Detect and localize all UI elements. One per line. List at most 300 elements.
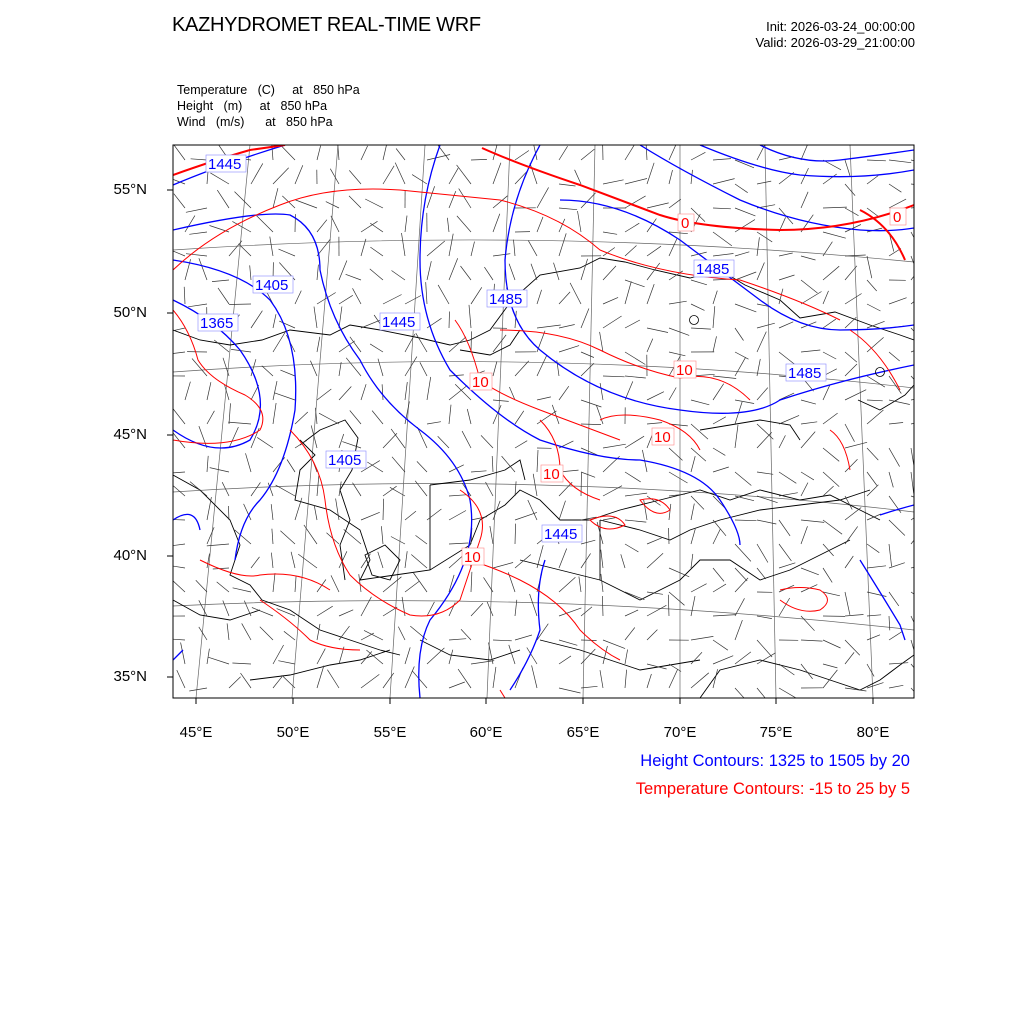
wind-barb: [559, 184, 576, 186]
wind-barb: [889, 199, 906, 208]
wind-barb: [284, 631, 295, 640]
wind-barb: [185, 216, 195, 232]
wind-barb: [427, 377, 431, 400]
wind-barb: [405, 511, 416, 520]
wind-barb: [241, 673, 252, 688]
wind-barb: [279, 249, 296, 256]
temperature-label: 0: [893, 209, 902, 226]
wind-barb: [867, 304, 881, 311]
wind-barb: [405, 334, 415, 352]
wind-barb: [625, 544, 638, 552]
wind-barb: [911, 292, 926, 304]
wind-barb: [493, 640, 512, 641]
wind-barb: [647, 538, 662, 544]
wind-barb: [735, 184, 748, 193]
wind-barb: [801, 664, 813, 679]
wind-barb: [779, 322, 793, 328]
wind-barb: [462, 431, 471, 448]
temperature-label: 10: [543, 466, 560, 483]
wind-barb: [603, 297, 618, 304]
wind-barb: [196, 580, 207, 592]
wind-barb: [481, 435, 493, 448]
wind-barb: [514, 240, 516, 256]
wind-barb: [625, 223, 639, 232]
wind-barb: [889, 685, 903, 688]
wind-barb: [342, 442, 361, 448]
wind-barb: [867, 337, 884, 352]
wind-barb: [735, 472, 751, 486]
wind-barb: [427, 602, 434, 616]
wind-barb: [344, 529, 361, 544]
wind-barb: [625, 436, 644, 448]
wind-barb: [515, 361, 529, 376]
wind-barb: [603, 517, 617, 520]
wind-barb: [867, 280, 877, 291]
wind-barb: [427, 261, 431, 280]
wind-barb: [279, 321, 295, 328]
wind-barb: [413, 573, 427, 593]
wind-barb: [339, 295, 353, 304]
lat-label-35n: 35°N: [113, 668, 147, 685]
wind-barb: [528, 500, 537, 520]
wind-barb: [625, 280, 645, 287]
wind-barb: [349, 170, 361, 184]
wind-barb: [779, 544, 791, 561]
wind-barb: [669, 232, 688, 234]
wind-barb: [647, 246, 661, 256]
wind-barb: [339, 362, 341, 376]
wind-barb: [405, 551, 407, 568]
wind-barb: [713, 306, 715, 328]
wind-barb: [251, 557, 260, 568]
wind-barb: [471, 159, 487, 160]
wind-barb: [845, 640, 860, 655]
wind-barb: [867, 376, 885, 387]
wind-barb: [889, 663, 908, 664]
wind-barb: [449, 405, 451, 424]
wind-barb: [273, 677, 282, 688]
wind-barb: [823, 232, 846, 238]
wind-barb: [601, 574, 603, 592]
wind-barb: [713, 208, 731, 209]
wind-barb: [845, 652, 854, 664]
wind-barb: [581, 424, 601, 425]
wind-barb: [559, 549, 567, 569]
wind-barb: [867, 615, 881, 616]
wind-barb: [449, 234, 453, 256]
wind-barb: [339, 307, 342, 329]
wind-barb: [457, 165, 471, 184]
wind-barb: [559, 233, 566, 256]
wind-barb: [801, 432, 815, 448]
wind-barb: [459, 189, 471, 208]
wind-barb: [383, 673, 394, 688]
wind-barb: [801, 192, 808, 208]
wind-barb: [449, 682, 465, 688]
wind-barb: [471, 331, 472, 352]
wind-barb: [603, 232, 617, 234]
wind-barb: [427, 648, 444, 664]
wind-barb: [823, 472, 839, 487]
wind-barb: [713, 376, 736, 379]
wind-barb: [757, 332, 766, 352]
wind-barb: [416, 333, 427, 352]
wind-barb: [346, 274, 361, 280]
wind-barb: [801, 292, 822, 305]
wind-barb: [889, 448, 900, 467]
wind-barb: [207, 382, 211, 400]
lon-label-75e: 75°E: [759, 724, 793, 741]
wind-barb: [458, 669, 471, 688]
wind-barb: [691, 424, 708, 439]
wind-barbs: [164, 137, 935, 704]
wind-barb: [427, 241, 445, 256]
temperature-contours: [173, 145, 914, 698]
wind-barb: [581, 640, 597, 641]
wind-barb: [691, 448, 706, 461]
wind-barb: [169, 639, 185, 640]
wind-barb: [713, 520, 726, 536]
wind-barb: [889, 376, 901, 394]
wind-barb: [402, 597, 405, 616]
wind-barb: [713, 568, 724, 581]
wind-barb: [801, 280, 817, 293]
wind-barb: [250, 265, 251, 280]
wind-barb: [217, 190, 229, 208]
wind-barb: [647, 605, 666, 616]
wind-barb: [603, 180, 624, 184]
wind-barb: [801, 400, 816, 404]
wind-barb: [867, 256, 872, 278]
wind-barb: [823, 319, 836, 328]
wind-barb: [823, 544, 834, 556]
wind-barb: [449, 543, 468, 544]
wind-barb: [449, 639, 466, 640]
wind-barb: [487, 602, 493, 616]
wind-barb: [757, 688, 770, 704]
wind-barb: [757, 323, 775, 328]
wind-barb: [779, 415, 799, 424]
wind-barb: [669, 139, 678, 160]
wind-barb: [779, 563, 795, 568]
wind-barb: [232, 663, 251, 664]
wind-barb: [396, 149, 405, 161]
wind-barb: [867, 592, 886, 597]
wind-barb: [382, 384, 383, 400]
wind-barb: [889, 632, 902, 641]
wind-barb: [559, 346, 579, 352]
wind-barb: [757, 432, 772, 448]
wind-barb: [757, 653, 776, 664]
wind-barb: [314, 307, 317, 328]
wind-barb: [169, 578, 185, 593]
wind-barb: [174, 194, 185, 208]
wind-barb: [779, 275, 795, 280]
wind-barb: [735, 208, 755, 216]
wind-barb: [757, 472, 773, 474]
wind-barb: [713, 291, 717, 304]
wind-barb: [625, 320, 640, 328]
wind-barb: [370, 344, 383, 352]
wind-barb: [559, 219, 565, 232]
wind-barb: [296, 200, 317, 208]
wind-barb: [669, 664, 681, 672]
wind-barb: [647, 203, 669, 208]
wind-barb: [461, 266, 472, 280]
wind-barb: [515, 635, 532, 640]
wind-barb: [625, 650, 628, 665]
wind-barb: [581, 309, 589, 329]
wind-barb: [669, 170, 673, 184]
wind-barb: [735, 220, 755, 232]
wind-barb: [493, 254, 510, 256]
wind-barb: [669, 669, 678, 688]
wind-barb: [528, 241, 537, 256]
wind-barb: [669, 592, 685, 605]
wind-barb: [757, 616, 772, 619]
wind-barb: [361, 319, 382, 328]
wind-barb: [177, 670, 185, 688]
wind-barb: [559, 656, 571, 664]
wind-barb: [537, 325, 561, 328]
height-label: 1445: [544, 526, 578, 543]
wind-barb: [276, 485, 295, 496]
wind-barb: [229, 677, 241, 688]
wind-barb: [735, 357, 746, 376]
lon-label-50e: 50°E: [276, 724, 310, 741]
wind-barb: [449, 511, 466, 521]
wind-barb: [537, 397, 551, 400]
wind-barb: [735, 520, 757, 521]
wind-barb: [713, 179, 735, 184]
wind-barb: [889, 298, 907, 304]
wind-barb: [625, 472, 641, 482]
wind-barb: [823, 664, 837, 668]
wind-barb: [911, 206, 925, 208]
wind-barb: [579, 577, 581, 593]
wind-barb: [889, 160, 911, 163]
wind-barb: [515, 441, 527, 448]
wind-barb: [691, 280, 707, 285]
wind-barb: [735, 688, 744, 698]
wind-barb: [420, 362, 427, 376]
wind-barb: [189, 688, 207, 691]
wind-barb: [889, 352, 900, 361]
wind-barb: [537, 217, 543, 232]
wind-barb: [603, 316, 622, 328]
wind-barb: [779, 352, 796, 366]
wind-barb: [338, 144, 339, 160]
wind-barb: [911, 266, 922, 281]
wind-barb: [625, 376, 646, 378]
wind-barb: [845, 615, 864, 617]
wind-barb: [208, 657, 229, 664]
wind-barb: [223, 601, 229, 617]
wind-barb: [647, 163, 654, 184]
wind-barb: [278, 661, 295, 664]
wind-barb: [317, 606, 333, 616]
height-label: 1485: [788, 365, 822, 382]
wind-barb: [537, 187, 549, 208]
wind-barb: [600, 332, 603, 352]
wind-barb: [291, 552, 295, 568]
wind-barb: [189, 232, 207, 234]
wind-barb: [210, 468, 229, 472]
wind-barb: [911, 592, 927, 603]
wind-barb: [845, 508, 861, 521]
wind-barb: [889, 592, 899, 606]
field-wind: Wind (m/s) at 850 hPa: [177, 115, 333, 129]
wind-barb: [823, 640, 841, 648]
wind-barb: [392, 457, 405, 472]
wind-barb: [537, 290, 542, 304]
wind-barb: [823, 207, 847, 208]
wind-barb: [911, 664, 925, 682]
wind-barb: [405, 216, 407, 232]
wind-barb: [668, 595, 669, 616]
wind-barb: [625, 628, 635, 641]
wind-barb: [625, 281, 631, 304]
temperature-label: 10: [654, 429, 671, 446]
wind-barb: [578, 211, 582, 232]
wind-barb: [801, 256, 816, 260]
wind-barb: [735, 425, 738, 448]
wind-barb: [867, 176, 878, 184]
wind-barb: [713, 159, 731, 160]
wind-barb: [823, 291, 829, 304]
wind-barb: [647, 392, 664, 400]
wind-barb: [427, 509, 441, 520]
wind-barb: [779, 435, 785, 448]
wind-barb: [823, 352, 836, 359]
wind-barb: [229, 403, 231, 424]
wind-barb: [713, 656, 733, 664]
wind-barb: [383, 486, 397, 496]
wind-barb: [391, 429, 405, 448]
wind-barb: [757, 544, 768, 563]
wind-barb: [515, 171, 528, 185]
wind-barb: [233, 588, 251, 592]
wind-barb: [575, 170, 581, 184]
wind-barb: [493, 163, 501, 184]
wind-barb: [801, 422, 817, 424]
wind-barb: [911, 510, 925, 520]
wind-barb: [603, 376, 625, 377]
wind-barb: [251, 163, 263, 184]
field-temperature: Temperature (C) at 850 hPa: [177, 83, 360, 97]
wind-barb: [339, 610, 353, 616]
wind-barb: [669, 528, 670, 544]
wind-barb: [845, 184, 855, 196]
wind-barb: [713, 640, 728, 650]
wind-barb: [801, 350, 820, 352]
wind-barb: [493, 667, 496, 688]
wind-barb: [889, 616, 890, 630]
wind-barb: [273, 168, 289, 184]
wind-barb: [669, 199, 681, 208]
wind-barb: [647, 263, 660, 280]
wind-barb: [438, 285, 449, 304]
wind-barb: [270, 237, 273, 256]
wind-barb: [669, 504, 671, 520]
wind-barb: [603, 640, 625, 649]
wind-barb: [601, 550, 603, 568]
wind-barb: [427, 422, 441, 424]
wind-barb: [383, 295, 402, 305]
wind-barb: [383, 166, 394, 184]
wind-barb: [669, 328, 689, 335]
wind-barb: [735, 400, 754, 404]
valid-time: Valid: 2026-03-29_21:00:00: [755, 35, 915, 50]
lat-label-45n: 45°N: [113, 426, 147, 443]
wind-barb: [801, 640, 823, 641]
wind-barb: [554, 263, 560, 280]
wind-barb: [260, 627, 273, 640]
wind-barb: [317, 146, 321, 160]
wind-barb: [449, 312, 450, 329]
wind-barb: [272, 529, 273, 544]
wind-barb: [845, 352, 857, 362]
lat-label-55n: 55°N: [113, 181, 147, 198]
wind-barb: [801, 616, 815, 631]
wind-barb: [801, 143, 808, 160]
wind-barb: [319, 413, 339, 424]
wind-barb: [911, 256, 919, 278]
wind-barb: [493, 214, 500, 232]
wind-barb: [405, 581, 419, 592]
wind-barb: [779, 493, 798, 496]
wind-barb: [625, 520, 646, 522]
wind-barb: [349, 196, 361, 208]
wind-barb: [346, 358, 361, 376]
field-height: Height (m) at 850 hPa: [177, 99, 328, 113]
wind-barb: [392, 271, 406, 281]
wind-barb: [735, 544, 751, 561]
wind-barb: [449, 168, 458, 184]
wind-barb: [271, 553, 273, 568]
wind-barb: [229, 427, 238, 448]
wind-barb: [603, 646, 607, 664]
temperature-contour-labels: [462, 208, 906, 566]
wind-barb: [691, 170, 693, 184]
wind-barb: [823, 413, 838, 424]
wind-barb: [353, 483, 362, 496]
wind-barb: [530, 594, 537, 616]
wind-barb: [691, 152, 705, 160]
temperature-label: 10: [472, 374, 489, 391]
wind-barb: [713, 584, 726, 592]
wind-barb: [735, 652, 751, 664]
temperature-label: 0: [681, 215, 690, 232]
wind-barb: [845, 364, 857, 376]
wind-barb: [295, 576, 296, 592]
wind-barb: [757, 237, 759, 256]
map-title: KAZHYDROMET REAL-TIME WRF: [172, 14, 481, 36]
wind-barb: [317, 220, 327, 232]
wind-barb: [647, 423, 662, 424]
wind-barb: [370, 269, 383, 280]
wind-barb: [398, 627, 405, 640]
wind-barb: [669, 448, 683, 460]
wind-barb: [317, 624, 320, 640]
wind-barb: [207, 544, 229, 546]
wind-barb: [867, 635, 880, 640]
wind-barb: [625, 381, 633, 400]
wind-barb: [559, 640, 577, 645]
wind-barb: [378, 552, 383, 568]
wind-barb: [647, 630, 657, 640]
wind-barb: [889, 423, 903, 425]
